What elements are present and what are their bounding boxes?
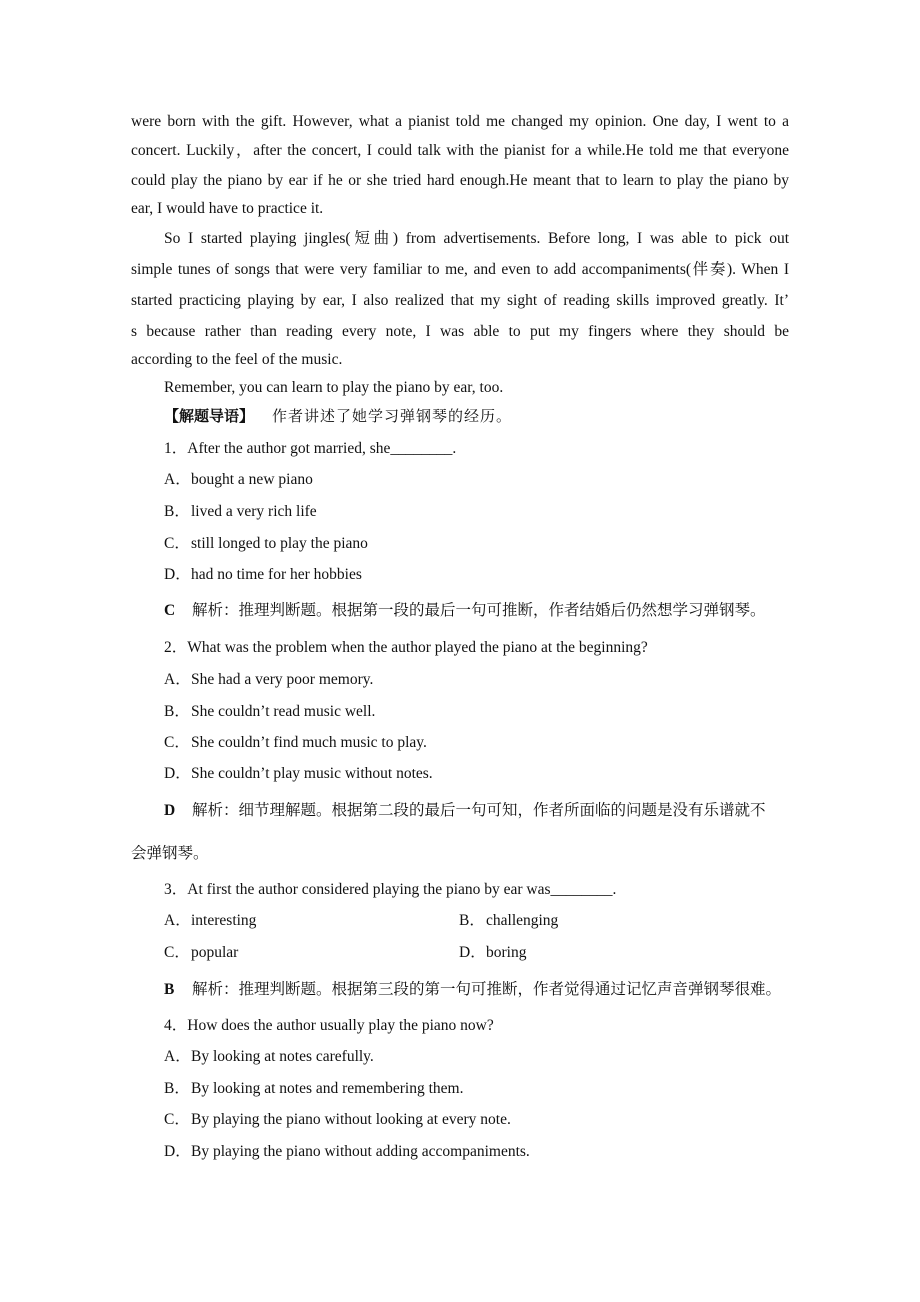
answer-key: D	[164, 802, 176, 819]
option-d: D．She couldn’t play music without notes.	[164, 765, 433, 782]
option-c: C．still longed to play the piano	[164, 535, 368, 552]
option-a: A．She had a very poor memory.	[164, 671, 374, 688]
option-b: B．lived a very rich life	[164, 503, 317, 520]
option-b: B．challenging	[459, 912, 559, 929]
option-b: B．She couldn’t read music well.	[164, 703, 376, 720]
answer-explanation: B 解析：推理判断题。根据第三段的第一句可推断，作者觉得通过记忆声音弹钢琴很难。	[164, 980, 782, 998]
passage-line: Remember, you can learn to play the piano by ear, too.	[164, 379, 504, 396]
option-c: C．By playing the piano without looking at every note.	[164, 1111, 511, 1128]
guide-text: 作者讲述了她学习弹钢琴的经历。	[272, 407, 513, 425]
question-stem: 3．At first the author considered playing the piano by ear was________.	[164, 881, 617, 898]
option-b: B．By looking at notes and remembering them.	[164, 1080, 464, 1097]
answer-explanation: C 解析：推理判断题。根据第一段的最后一句可推断，作者结婚后仍然想学习弹钢琴。	[164, 601, 766, 619]
guide-label: 【解题导语】	[164, 407, 255, 425]
question-stem: 2．What was the problem when the author played the piano at the beginning?	[164, 639, 648, 656]
option-c: C．She couldn’t find much music to play.	[164, 734, 427, 751]
passage-line: could play the piano by ear if he or she tried hard enough.He meant that to learn to play the piano by	[131, 172, 789, 189]
passage-line: were born with the gift. However, what a pianist told me changed my opinion. One day, I went to a	[131, 113, 789, 130]
option-a: A．By looking at notes carefully.	[164, 1048, 374, 1065]
passage-line: according to the feel of the music.	[131, 351, 343, 368]
option-a: A．interesting	[164, 912, 257, 929]
option-d: D．boring	[459, 944, 527, 961]
passage-line: concert. Luckily，after the concert, I could talk with the pianist for a while.He told me that everyone	[131, 142, 789, 159]
option-c: C．popular	[164, 944, 239, 961]
option-d: D．had no time for her hobbies	[164, 566, 362, 583]
answer-explanation: D 解析：细节理解题。根据第二段的最后一句可知，作者所面临的问题是没有乐谱就不	[164, 801, 766, 819]
passage-line: s because rather than reading every note, I was able to put my fingers where they should be	[131, 323, 789, 340]
option-a: A．bought a new piano	[164, 471, 313, 488]
passage-line: So I started playing jingles(短曲) from advertisements. Before long, I was able to pick out	[164, 230, 789, 247]
answer-key: C	[164, 602, 176, 619]
passage-line: ear, I would have to practice it.	[131, 200, 324, 217]
question-stem: 1．After the author got married, she________.	[164, 440, 457, 457]
answer-key: B	[164, 981, 175, 998]
reading-guide	[164, 406, 512, 427]
passage-line: simple tunes of songs that were very familiar to me, and even to add accompaniments(伴奏). When I	[131, 261, 789, 278]
question-stem: 4．How does the author usually play the piano now?	[164, 1017, 494, 1034]
option-d: D．By playing the piano without adding accompaniments.	[164, 1143, 530, 1160]
passage-line: started practicing playing by ear, I also realized that my sight of reading skills improved greatly. It’	[131, 292, 789, 309]
answer-explanation-continued: 会弹钢琴。	[131, 844, 209, 862]
